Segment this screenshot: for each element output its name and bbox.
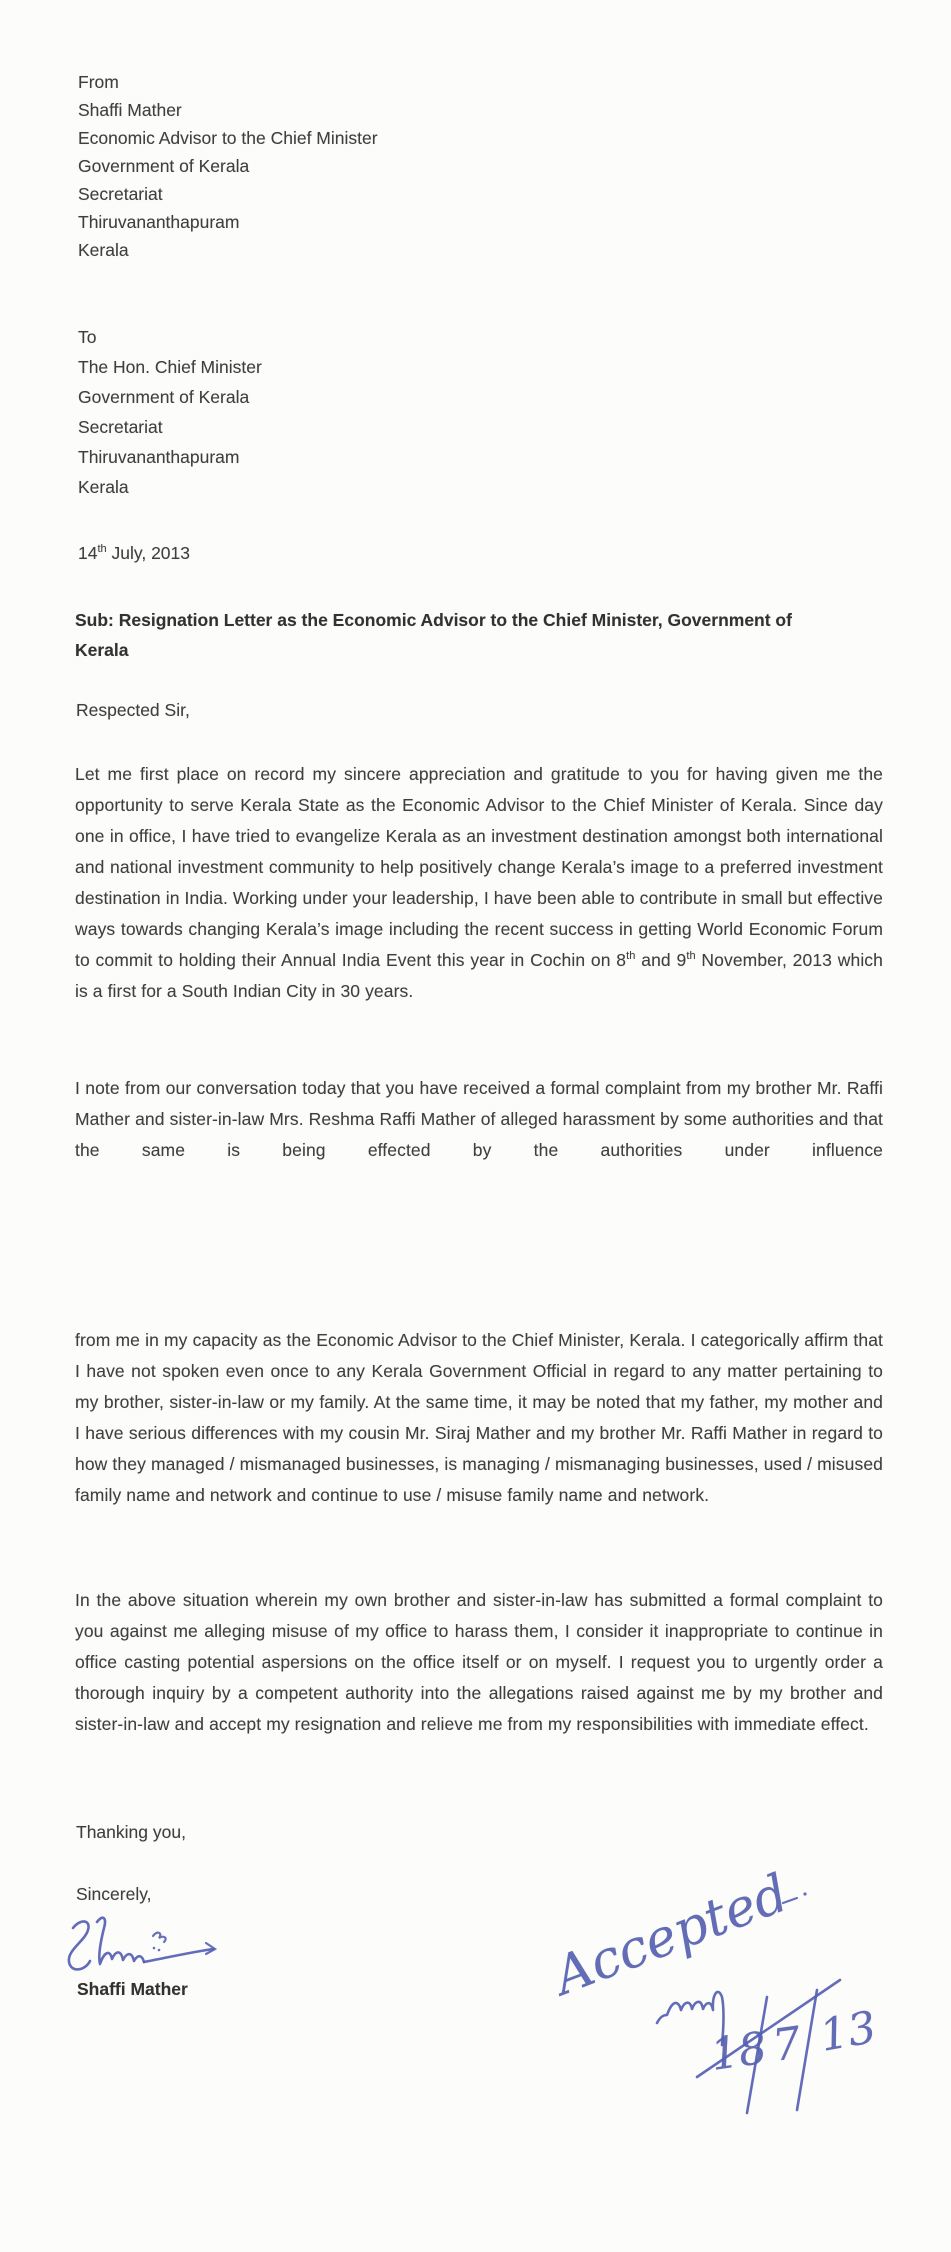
acceptance-date-year: 13 — [816, 2001, 881, 2062]
acceptance-date-day: 18 — [707, 2022, 770, 2081]
paragraph-1-sup-8th: th — [626, 950, 636, 963]
paragraph-1-sup-9th: th — [686, 950, 696, 963]
sender-line-dept: Secretariat — [78, 184, 163, 204]
date-rest: July, 2013 — [106, 543, 190, 563]
paragraph-1-text-b: and 9 — [635, 950, 687, 970]
acceptance-date-month: 7 — [769, 2017, 805, 2072]
subject-text-1: Sub: Resignation Letter as the Economic Advisor to the Chief Minister, Government of — [75, 610, 792, 630]
recipient-line-name: The Hon. Chief Minister — [78, 357, 262, 377]
paragraph-complaint-part2: from me in my capacity as the Economic Advisor to the Chief Minister, Kerala. I categorically affirm that I have not spoken even once to any Kerala Government Official in regard to any matter pertaining to my brother, sister-in-law or my family. At the same time, it may be noted that my father, my mother and I have serious differences with my cousin Mr. Siraj Mather and my brother Mr. Raffi Mather in regard to how they managed / mismanaged businesses, is managing / mismanaging businesses, used / misused family name and network and continue to use / misuse family name and network. — [75, 1330, 883, 1505]
sender-signature-ink — [57, 1914, 225, 1978]
paragraph-appreciation — [75, 759, 883, 1007]
signatory-name: Shaffi Mather — [77, 1979, 188, 1999]
recipient-line-dept: Secretariat — [78, 417, 163, 437]
closing-thanks: Thanking you, — [76, 1822, 186, 1842]
paragraph-complaint-part1: I note from our conversation today that you have received a formal complaint from my brother Mr. Raffi Mather and sister-in-law Mrs. Reshma Raffi Mather of alleged harassment by some authorities and that the same is being effected by the authorities under influence — [75, 1078, 883, 1160]
date-day: 14 — [78, 543, 98, 563]
recipient-block — [78, 322, 262, 502]
paragraph-1-text-a: Let me first place on record my sincere appreciation and gratitude to you for having given me the opportunity to serve Kerala State as the Economic Advisor to the Chief Minister of Kerala. Since day one in office, I have tried to evangelize Kerala as an investment destination amongst both international and national investment community to help positively change Kerala’s image to a preferred investment destination in India. Working under your leadership, I have been able to contribute in small but effective ways towards changing Kerala’s image including the recent success in getting World Economic Forum to commit to holding their Annual India Event this year in Cochin on 8 — [75, 764, 883, 970]
acceptance-word: Accepted — [546, 1863, 797, 2008]
date-ordinal: th — [97, 543, 107, 556]
subject-line — [75, 605, 890, 665]
sender-line-org: Government of Kerala — [78, 156, 250, 176]
sender-line-title: Economic Advisor to the Chief Minister — [78, 128, 378, 148]
sender-line-name: Shaffi Mather — [78, 100, 182, 120]
date-line — [78, 543, 190, 564]
closing-sincerely: Sincerely, — [76, 1884, 152, 1904]
acceptance-annotation — [535, 1845, 885, 2135]
salutation: Respected Sir, — [76, 700, 190, 720]
recipient-line-state: Kerala — [78, 477, 129, 497]
sender-label: From — [78, 72, 119, 92]
sender-line-city: Thiruvananthapuram — [78, 212, 240, 232]
recipient-line-city: Thiruvananthapuram — [78, 447, 240, 467]
recipient-line-org: Government of Kerala — [78, 387, 250, 407]
subject-text-2: Kerala — [75, 640, 129, 660]
paragraph-1-text-c: November, 2013 which is a first for a South Indian City in 30 years. — [75, 950, 883, 1001]
paragraph-resignation-request: In the above situation wherein my own brother and sister-in-law has submitted a formal complaint to you against me alleging misuse of my office to harass them, I consider it inappropriate to continue in office casting potential aspersions on the office itself or on myself. I request you to urgently order a thorough inquiry by a competent authority into the allegations raised against me by my brother and sister-in-law and accept my resignation and relieve me from my responsibilities with immediate effect. — [75, 1590, 883, 1734]
sender-line-state: Kerala — [78, 240, 129, 260]
recipient-label: To — [78, 327, 97, 347]
sender-block — [78, 68, 378, 264]
